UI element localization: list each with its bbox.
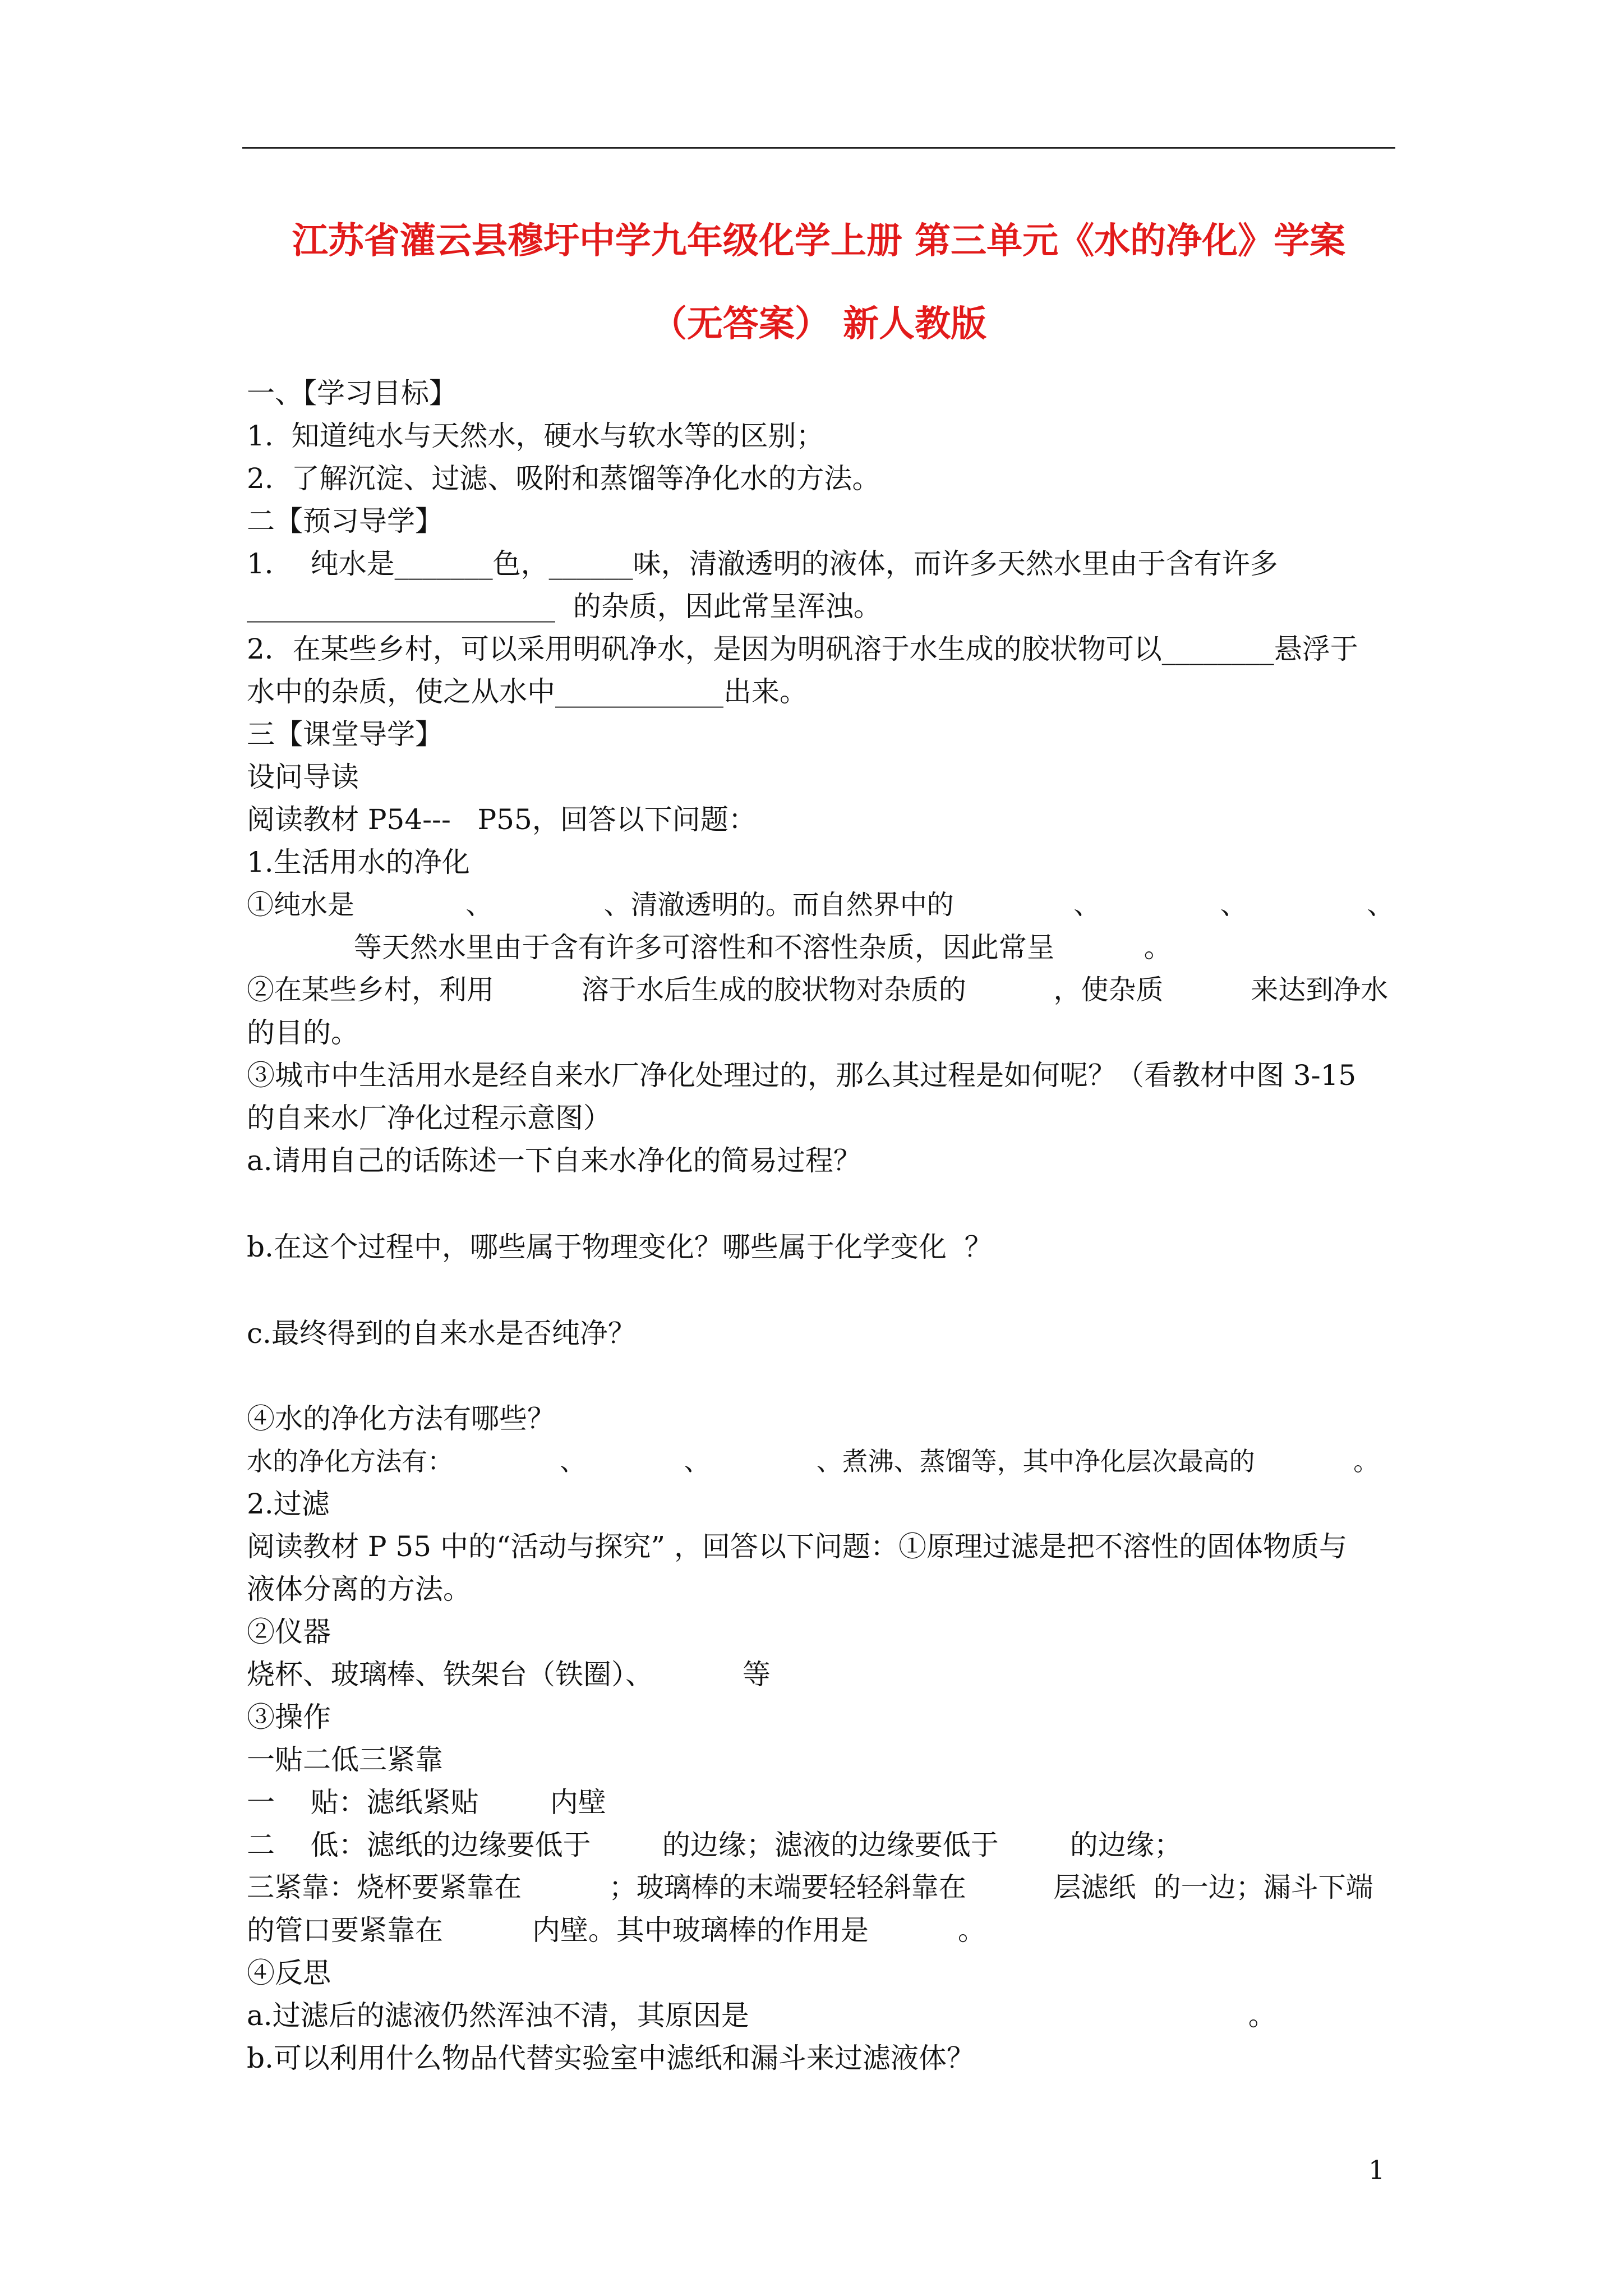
item-reflection: ④反思: [247, 1957, 331, 1989]
section-heading-class-guide: 三【课堂导学】: [247, 718, 443, 751]
section-heading-preview: 二【预习导学】: [247, 505, 443, 537]
page-number: 1: [1368, 2155, 1385, 2185]
rule-three-touch-cont: 的管口要紧靠在 内壁。其中玻璃棒的作用是 。: [247, 1914, 986, 1947]
question-a: a.请用自己的话陈述一下自来水净化的简易过程？: [247, 1144, 861, 1177]
filtration-reading: 阅读教材 P 55 中的“活动与探究” ，回答以下问题：①原理过滤是把不溶性的固体物质与: [247, 1530, 1347, 1563]
header-rule: [242, 147, 1395, 149]
reflection-a: a.过滤后的滤液仍然浑浊不清，其原因是 。: [247, 1999, 1276, 2032]
filtration-reading-cont: 液体分离的方法。: [247, 1573, 471, 1605]
document-title-line-1: 江苏省灌云县穆圩中学九年级化学上册 第三单元《水的净化》学案: [292, 220, 1346, 262]
topic-heading-filtration: 2.过滤: [247, 1488, 330, 1520]
question-c: c.最终得到的自来水是否纯净？: [247, 1317, 636, 1350]
item-city-water-cont: 的自来水厂净化过程示意图）: [247, 1102, 611, 1134]
goal-item-2: 2. 了解沉淀、过滤、吸附和蒸馏等净化水的方法。: [247, 462, 880, 495]
item-pure-water-cont: 等天然水里由于含有许多可溶性和不溶性杂质，因此常呈 。: [247, 931, 1172, 964]
preview-question-2: 2．在某些乡村，可以采用明矾净水，是因为明矾溶于水生成的胶状物可以________悬浮于: [247, 633, 1358, 665]
item-alum: ②在某些乡村，利用 溶于水后生成的胶状物对杂质的 ，使杂质 来达到净水: [247, 974, 1389, 1006]
item-city-water: ③城市中生活用水是经自来水厂净化处理过的，那么其过程是如何呢？（看教材中图 3-15: [247, 1059, 1357, 1092]
preview-question-1-cont: ______________________ 的杂质，因此常呈浑浊。: [247, 590, 882, 623]
rule-one-stick: 一 贴：滤纸紧贴 内壁: [247, 1786, 606, 1819]
preview-question-2-cont: 水中的杂质，使之从水中____________出来。: [247, 675, 808, 708]
question-b: b.在这个过程中，哪些属于物理变化？哪些属于化学变化 ？: [247, 1231, 993, 1263]
purification-methods-fill: 水的净化方法有： 、 、 、煮沸、蒸馏等，其中净化层次最高的 。: [247, 1446, 1380, 1476]
document-title-line-2: （无答案） 新人教版: [651, 303, 987, 345]
operation-rule: 一贴二低三紧靠: [247, 1743, 443, 1776]
item-pure-water: ①纯水是 、 、清澈透明的。而自然界中的 、 、 、: [247, 889, 1394, 921]
section-heading-learning-goals: 一、【学习目标】: [247, 377, 457, 409]
item-instruments: ②仪器: [247, 1616, 331, 1648]
preview-question-1: 1． 纯水是_______色，______味，清澈透明的液体，而许多天然水里由于含有许多: [247, 547, 1278, 580]
item-alum-cont: 的目的。: [247, 1016, 359, 1049]
reflection-b: b.可以利用什么物品代替实验室中滤纸和漏斗来过滤液体？: [247, 2042, 975, 2074]
item-operation: ③操作: [247, 1701, 331, 1733]
subheading-guided-reading: 设问导读: [247, 761, 359, 793]
item-purification-methods: ④水的净化方法有哪些？: [247, 1402, 555, 1435]
rule-two-low: 二 低：滤纸的边缘要低于 的边缘；滤液的边缘要低于 的边缘；: [247, 1829, 1182, 1861]
topic-heading-domestic-water: 1.生活用水的净化: [247, 846, 470, 878]
goal-item-1: 1. 知道纯水与天然水，硬水与软水等的区别；: [247, 420, 824, 452]
reading-instruction: 阅读教材 P54--- P55，回答以下问题：: [247, 803, 757, 836]
rule-three-touch: 三紧靠：烧杯要紧靠在 ；玻璃棒的末端要轻轻斜靠在 层滤纸 的一边；漏斗下端: [247, 1871, 1373, 1903]
instruments-list: 烧杯、玻璃棒、铁架台（铁圈）、 等: [247, 1658, 771, 1691]
